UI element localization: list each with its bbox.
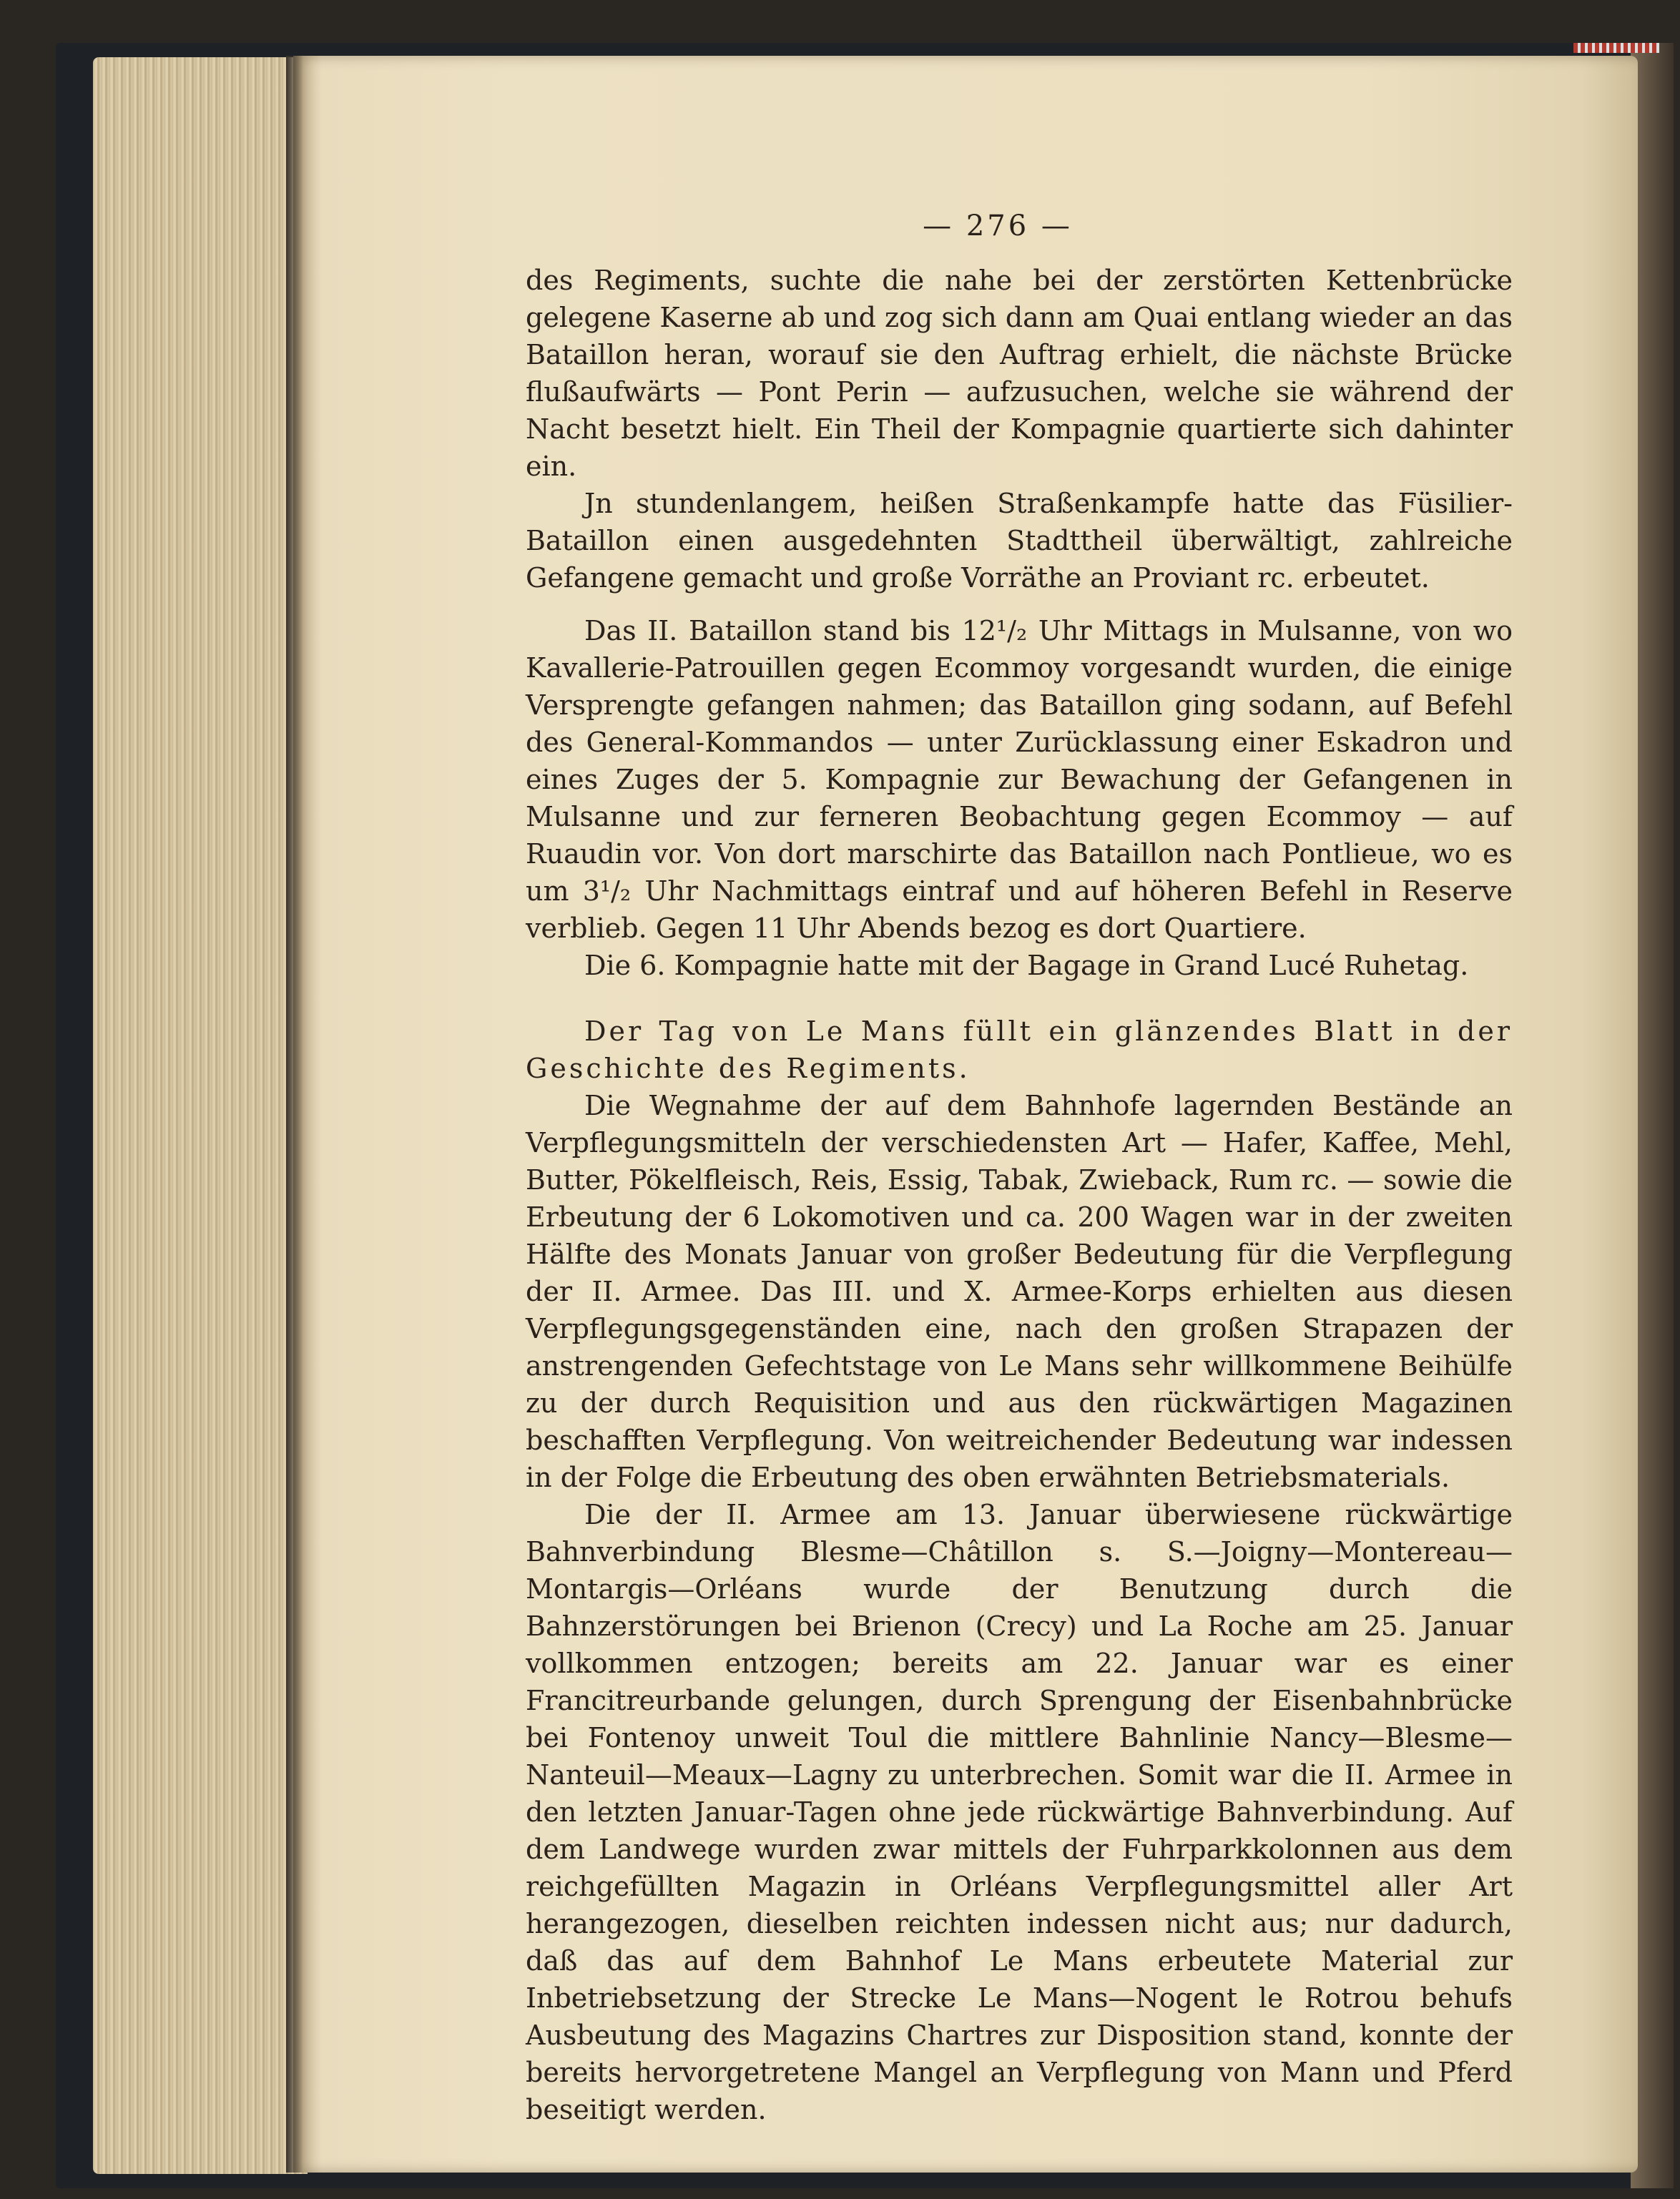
paragraph-3: Das II. Bataillon stand bis 12¹/₂ Uhr Mittags in Mulsanne, von wo Kavallerie-Patrouillen gegen Ecommoy vorgesandt wurden, die einige Versprengte gefangen nahmen; das Bataillon ging sodann, auf Befehl des General-Kommandos — unter Zurücklassung einer Eskadron und eines Zuges der 5. Kompagnie zur Bewachung der Gefangenen in Mulsanne und zur ferneren Beobachtung gegen Ecommoy — auf Ruaudin vor. Von dort marschirte das Bataillon nach Pontlieue, wo es um 3¹/₂ Uhr Nachmittags eintraf und auf höheren Befehl in Reserve verblieb. Gegen 11 Uhr Abends bezog es dort Quartiere. — [526, 615, 1513, 944]
bookmark-ribbon — [1573, 43, 1659, 53]
paragraph-2: Jn stundenlangem, heißen Straßenkampfe hatte das Füsilier-Bataillon einen ausgedehnten Stadttheil überwältigt, zahlreiche Gefangene gemacht und große Vorräthe an Proviant rc. erbeutet. — [526, 488, 1513, 594]
paragraph-5: Der Tag von Le Mans füllt ein glänzendes Blatt in der Geschichte des Regiments. — [526, 1015, 1513, 1084]
paragraph-6: Die Wegnahme der auf dem Bahnhofe lagernden Bestände an Verpflegungsmitteln der verschiedensten Art — Hafer, Kaffee, Mehl, Butter, Pökelfleisch, Reis, Essig, Tabak, Zwieback, Rum rc. — sowie die Erbeutung der 6 Lokomotiven und ca. 200 Wagen war in der zweiten Hälfte des Monats Januar von großer Bedeutung für die Verpflegung der II. Armee. Das III. und X. Armee-Korps erhielten aus diesen Verpflegungsgegenständen eine, nach den großen Strapazen der anstrengenden Gefechtstage von Le Mans sehr willkommene Beihülfe zu der durch Requisition und aus den rückwärtigen Magazinen beschafften Verpflegung. Von weitreichender Bedeutung war indessen in der Folge die Erbeutung des oben erwähnten Betriebsmaterials. — [526, 1090, 1513, 1493]
page-edges — [93, 57, 308, 2174]
spine-shadow — [286, 56, 303, 2173]
page-text — [526, 207, 1513, 2128]
paragraph-4: Die 6. Kompagnie hatte mit der Bagage in Grand Lucé Ruhetag. — [584, 950, 1469, 981]
paragraph-1: des Regiments, suchte die nahe bei der zerstörten Kettenbrücke gelegene Kaserne ab und zog sich dann am Quai entlang wieder an das Bataillon heran, worauf sie den Auftrag erhielt, die nächste Brücke flußaufwärts — Pont Perin — aufzusuchen, welche sie während der Nacht besetzt hielt. Ein Theil der Kompagnie quartierte sich dahinter ein. — [526, 265, 1513, 482]
paragraph-7: Die der II. Armee am 13. Januar überwiesene rückwärtige Bahnverbindung Blesme—Châtillon s. S.—Joigny—Montereau—Montargis—Orléans wurde der Benutzung durch die Bahnzerstörungen bei Brienon (Crecy) und La Roche am 25. Januar vollkommen entzogen; bereits am 22. Januar war es einer Francitreurbande gelungen, durch Sprengung der Eisenbahnbrücke bei Fontenoy unweit Toul die mittlere Bahnlinie Nancy—Blesme—Nanteuil—Meaux—Lagny zu unterbrechen. Somit war die II. Armee in den letzten Januar-Tagen ohne jede rückwärtige Bahnverbindung. Auf dem Landwege wurden zwar mittels der Fuhrparkkolonnen aus dem reichgefüllten Magazin in Orléans Verpflegungsmittel aller Art herangezogen, dieselben reichten indessen nicht aus; nur dadurch, daß das auf dem Bahnhof Le Mans erbeutete Material zur Inbetriebsetzung der Strecke Le Mans—Nogent le Rotrou behufs Ausbeutung des Magazins Chartres zur Disposition stand, konnte der bereits hervorgetretene Mangel an Verpflegung von Mann und Pferd beseitigt werden. — [526, 1499, 1513, 2125]
page-number: — 276 — — [923, 210, 1073, 242]
